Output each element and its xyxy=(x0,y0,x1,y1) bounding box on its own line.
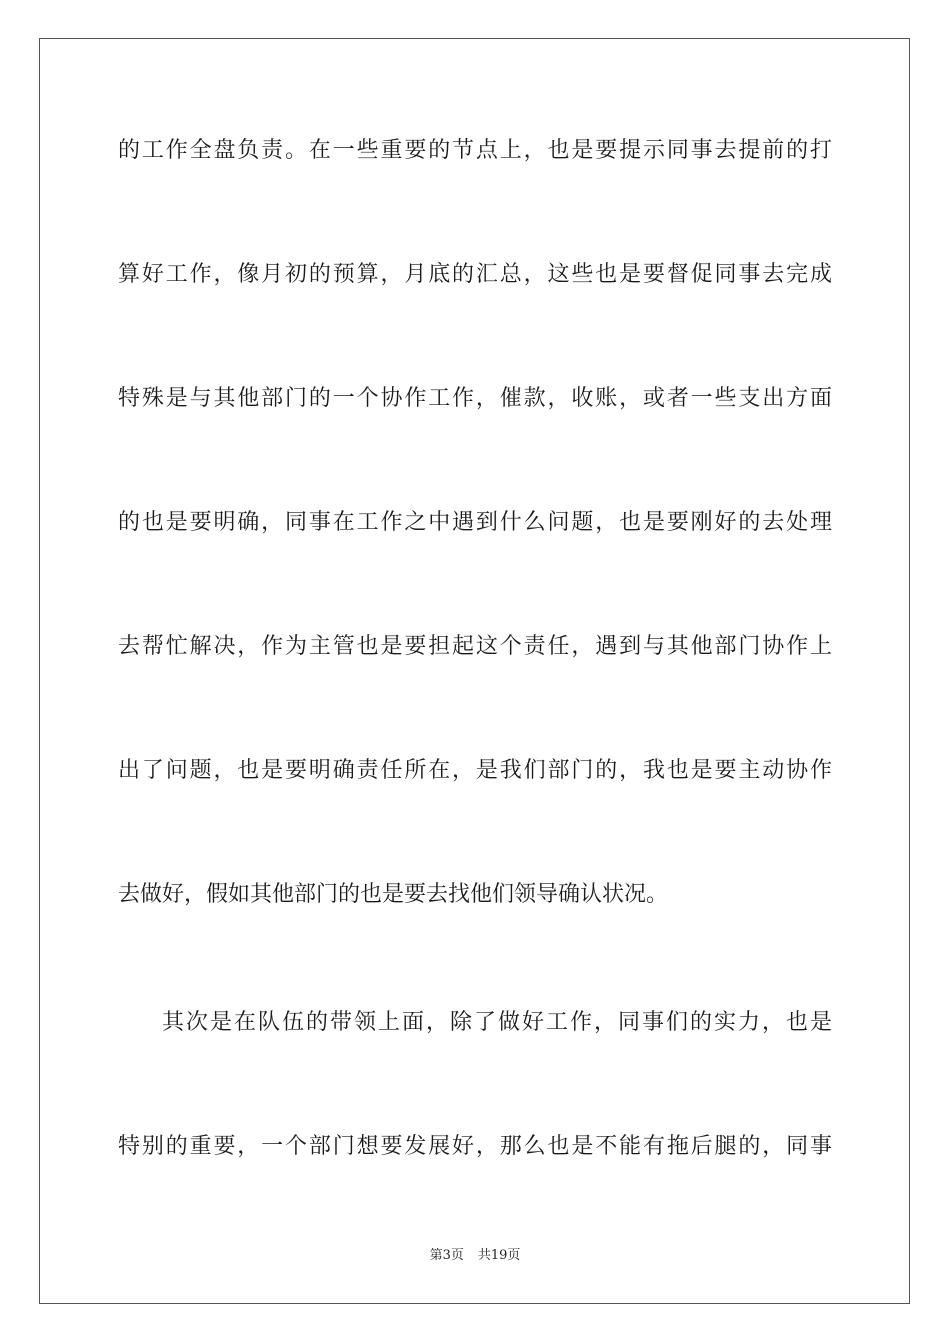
paragraph-line-3: 特殊是与其他部门的一个协作工作，催款，收账，或者一些支出方面 xyxy=(118,386,832,411)
paragraph-line-1: 的工作全盘负责。在一些重要的节点上，也是要提示同事去提前的打 xyxy=(118,138,832,163)
page-footer xyxy=(0,1248,950,1264)
current-page-number: 第3页 xyxy=(429,1248,464,1263)
paragraph-line-9: 特别的重要，一个部门想要发展好，那么也是不能有拖后腿的，同事 xyxy=(118,1134,832,1159)
paragraph-line-5: 去帮忙解决，作为主管也是要担起这个责任，遇到与其他部门协作上 xyxy=(118,634,832,659)
paragraph-line-2: 算好工作，像月初的预算，月底的汇总，这些也是要督促同事去完成 xyxy=(118,262,832,287)
paragraph-line-4: 的也是要明确，同事在工作之中遇到什么问题，也是要刚好的去处理 xyxy=(118,510,832,535)
paragraph-line-6: 出了问题，也是要明确责任所在，是我们部门的，我也是要主动协作 xyxy=(118,758,832,783)
paragraph-line-7: 去做好，假如其他部门的也是要去找他们领导确认状况。 xyxy=(118,882,669,907)
total-page-count: 共19页 xyxy=(477,1248,521,1263)
page-border xyxy=(39,38,910,1304)
paragraph-line-8: 其次是在队伍的带领上面，除了做好工作，同事们的实力，也是 xyxy=(162,1010,832,1035)
